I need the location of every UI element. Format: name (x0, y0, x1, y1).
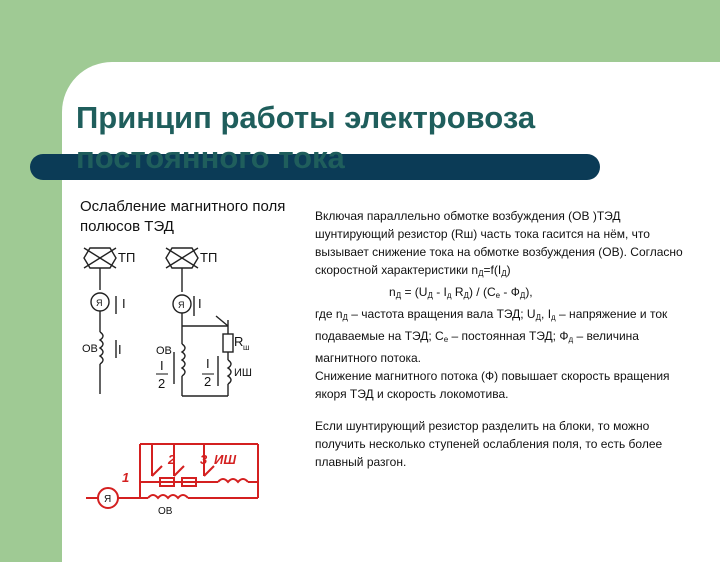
svg-text:ИШ: ИШ (214, 452, 237, 467)
svg-text:ИШ: ИШ (234, 367, 252, 379)
svg-text:2: 2 (204, 374, 212, 389)
paragraph-1: Включая параллельно обмотке возбуждения (ОВ )ТЭД шунтирующий резистор (Rш) часть тока гасится на нём, что вызывает снижение тока на обмотке возбуждения (ОВ). Согласно скоростной характеристики $n_Д=f(I_Д)$ (315, 209, 683, 278)
red-switch-1-icon (152, 466, 162, 476)
svg-text:I: I (122, 296, 126, 311)
svg-text:Я: Я (104, 494, 112, 505)
shunt-resistor-icon (223, 334, 233, 352)
svg-text:ОВ: ОВ (82, 343, 98, 355)
svg-text:I: I (206, 356, 210, 371)
formula-explanation: где $n_Д$ – частота вращения вала ТЭД; $U_Д$, $I_д$ – напряжение и ток подаваемые на ТЭД; $C_е$ – постоянная ТЭД; $Ф_д$ – величина магнитного потока. (315, 307, 668, 365)
paragraph-2: Если шунтирующий резистор разделить на блоки, то можно получить несколько ступеней ослабления поля, то есть более плавный разгон. (315, 419, 663, 469)
field-winding-icon-left (100, 332, 103, 364)
paragraph-conclusion: Снижение магнитного потока (Ф) повышает скорость вращения якоря ТЭД и скорость локомотива. (315, 369, 670, 401)
svg-text:I: I (198, 296, 202, 311)
section-subtitle: Ослабление магнитного поля полюсов ТЭД (80, 198, 286, 235)
slide-title: Принцип работы электровоза постоянного тока (76, 100, 536, 175)
svg-text:ТП: ТП (118, 250, 136, 265)
svg-text:Я: Я (178, 300, 185, 310)
svg-text:I: I (118, 342, 122, 357)
svg-text:2: 2 (158, 376, 166, 391)
inductive-shunt-icon (228, 360, 231, 384)
svg-text:ОВ: ОВ (156, 345, 172, 357)
svg-text:I: I (160, 358, 164, 373)
red-field-winding-icon (148, 495, 188, 498)
explanation-text (315, 207, 695, 471)
svg-text:1: 1 (122, 470, 130, 485)
svg-text:R: R (234, 334, 244, 349)
red-inductive-shunt-icon (218, 479, 248, 482)
field-winding-icon-right (182, 344, 185, 376)
formula: $n_Д = (U_Д - I_д$ $R_Д) / (C_е - Ф_Д)$, (389, 285, 533, 300)
svg-text:ОВ: ОВ (158, 506, 173, 517)
contactor-switch-icon (216, 316, 228, 326)
svg-text:2: 2 (168, 452, 176, 467)
red-switch-3-icon (204, 466, 214, 476)
svg-text:Я: Я (96, 298, 103, 308)
circuit-diagrams (78, 244, 308, 524)
svg-text:ш: ш (243, 343, 250, 352)
svg-text:ТП: ТП (200, 250, 218, 265)
red-switch-2-icon (174, 466, 184, 476)
svg-text:3: 3 (200, 452, 208, 467)
